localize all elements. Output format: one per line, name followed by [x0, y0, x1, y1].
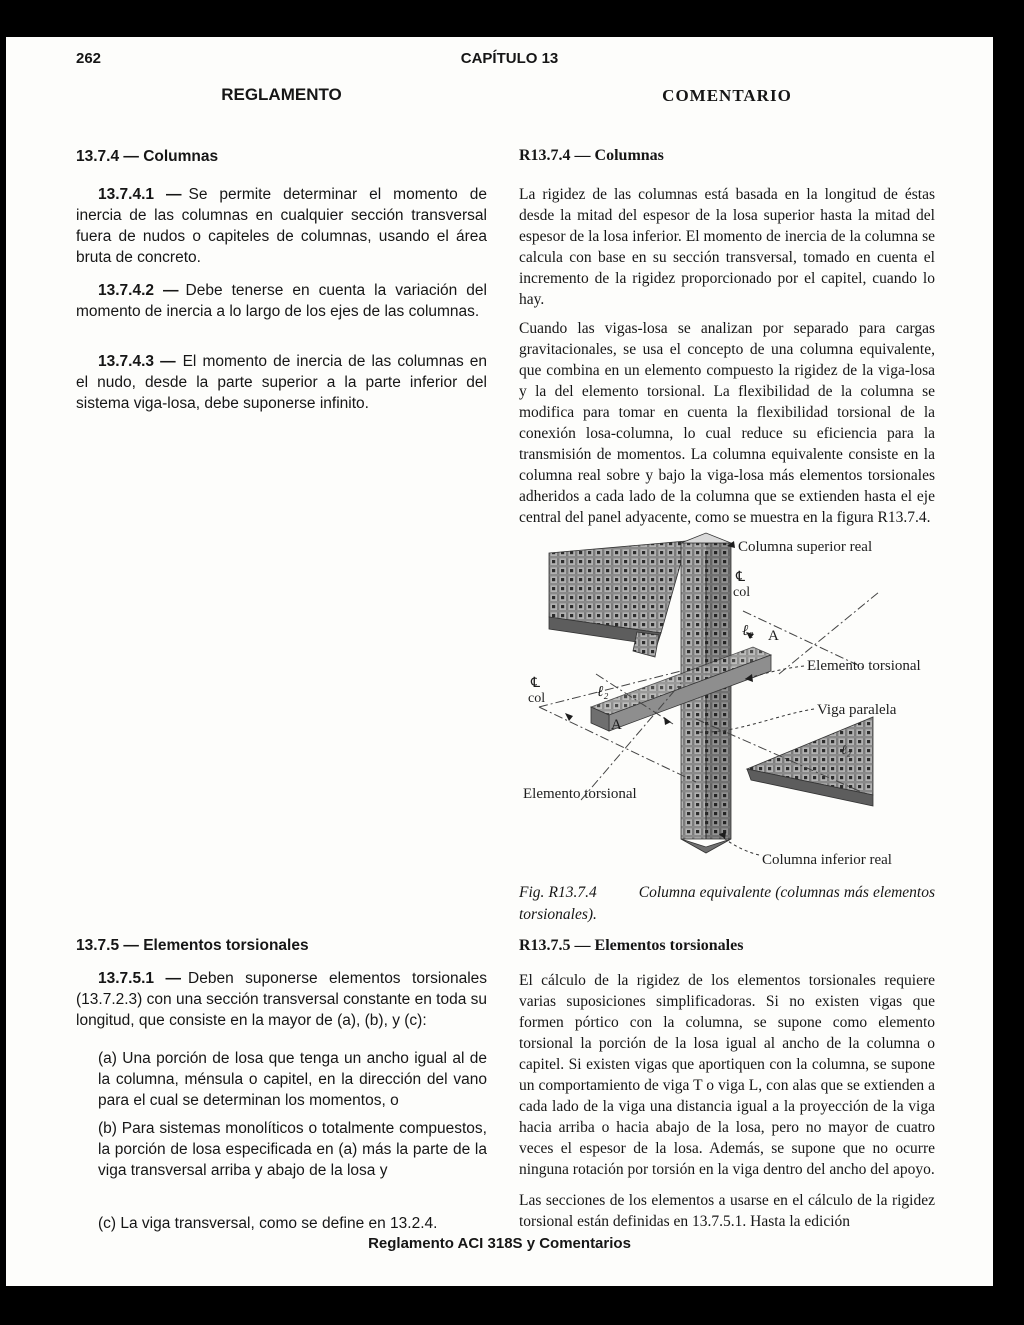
label-viga-paralela: Viga paralela	[817, 702, 897, 718]
figure-R13-7-4-equivalent-column-diagram	[521, 529, 967, 879]
label-columna-inferior-real: Columna inferior real	[762, 852, 892, 868]
clause-number: 13.7.5.1 —	[98, 970, 182, 987]
paragraph-13-7-4-1	[76, 184, 487, 268]
figure-caption	[519, 882, 935, 926]
label-l2-right: ℓ₂	[742, 623, 754, 639]
label-col-left: col	[528, 691, 546, 706]
page-number: 262	[76, 50, 102, 67]
centerline-symbol-top: ℄	[736, 569, 745, 585]
left-column-title: REGLAMENTO	[221, 85, 342, 104]
list-item-a: (a) Una porción de losa que tenga un ancho igual al de la columna, ménsula o capitel, en la dirección del vano para el cual se determinan los momentos, o	[98, 1050, 487, 1109]
commentary-paragraph-3: El cálculo de la rigidez de los elementos torsionales requiere varias suposiciones simplificadoras. Si no existen vigas que formen pórtico con la columna, se supone como elemento torsional la porción de la losa igual al ancho de la columna o capitel. Si existen vigas que aportiquen con la columna, se supone un comportamiento de viga T o viga L, con alas que se extienden a cada lado de la viga una distancia igual a la proyección de la viga hacia arriba o hacia abajo de la losa, pero no mayor de cuatro veces el espesor de la losa. Además, se supone que no ocurre ninguna rotación por torsión en la viga dentro del ancho del apoyo.	[519, 972, 935, 1178]
label-elemento-torsional-right: Elemento torsional	[807, 658, 921, 674]
page-footer: Reglamento ACI 318S y Comentarios	[368, 1235, 631, 1252]
label-columna-superior-real: Columna superior real	[738, 539, 873, 555]
list-item-c: (c) La viga transversal, como se define en 13.2.4.	[98, 1215, 438, 1232]
clause-number: 13.7.4.1 —	[98, 186, 182, 203]
slab-panel-lower-right	[747, 717, 873, 806]
paragraph-13-7-5-1	[76, 968, 487, 1031]
section-heading-R13-7-4: R13.7.4 — Columnas	[519, 147, 664, 164]
clause-text: El momento de inercia de las columnas en el nudo, desde la parte superior a la parte inferior del sistema viga-losa, debe suponerse infinito.	[76, 353, 487, 412]
clause-number: 13.7.4.2 —	[98, 282, 179, 299]
section-heading-13-7-5: 13.7.5 — Elementos torsionales	[76, 937, 309, 954]
commentary-paragraph-1: La rigidez de las columnas está basada en la longitud de éstas desde la mitad del espesor de la losa superior hasta la mitad del espesor de la losa inferior. El momento de inercia de la columna se calcula con base en su sección transversal, tomado en cuenta el incremento de la rigidez proporcionado por el capitel, cuando lo hay.	[519, 186, 935, 308]
clause-number: 13.7.4.3 —	[98, 353, 176, 370]
paragraph-13-7-4-3	[76, 351, 487, 414]
label-col-top: col	[733, 585, 751, 600]
right-column-title: COMENTARIO	[662, 86, 792, 105]
figure-caption-text: Columna equivalente (columnas más elementos torsionales).	[519, 884, 935, 923]
clause-text: Debe tenerse en cuenta la variación del momento de inercia a lo largo de los ejes de las columnas.	[76, 282, 487, 320]
label-A-left: A	[611, 717, 622, 733]
section-heading-13-7-4: 13.7.4 — Columnas	[76, 148, 219, 165]
slab-panel-upper-left	[549, 541, 687, 657]
clause-text: Deben suponerse elementos torsionales (13.7.2.3) con una sección transversal constante en toda su longitud, que consiste en la mayor de (a), (b), y (c):	[76, 970, 488, 1029]
commentary-paragraph-2: Cuando las vigas-losa se analizan por separado para cargas gravitacionales, se usa el concepto de una columna equivalente, que combina en un elemento compuesto la rigidez de la viga-losa y la del elemento torsional. La flexibilidad de la columna se modifica para tomar en cuenta la flexibilidad torsional de la conexión losa-columna, lo cual reduce su eficiencia para la transmisión de momentos. La columna equivalente consiste en la columna real sobre y bajo la viga-losa más elementos torsionales adheridos a cada lado de la columna que se extienden hasta el eje central del panel adyacente, como se muestra en la figura R13.7.4.	[519, 320, 935, 526]
clause-text: Se permite determinar el momento de inercia de las columnas en cualquier sección transversal fuera de nudos o capiteles de columnas, usando el área bruta de concreto.	[76, 186, 487, 266]
label-l2-left: ℓ₂	[597, 684, 609, 700]
figure-caption-number: Fig. R13.7.4	[519, 884, 597, 901]
label-l2-panel: ℓ₂	[841, 742, 851, 757]
list-item-b: (b) Para sistemas monolíticos o totalmente compuestos, la porción de losa especificada en (a) más la parte de la viga transversal arriba y abajo de la losa y	[98, 1120, 487, 1179]
section-heading-R13-7-5: R13.7.5 — Elementos torsionales	[519, 937, 744, 954]
document-page	[6, 37, 993, 1286]
paragraph-13-7-4-2	[76, 280, 487, 322]
label-elemento-torsional-left: Elemento torsional	[523, 786, 637, 802]
centerline-symbol-left: ℄	[531, 675, 540, 691]
label-A-right: A	[768, 628, 779, 644]
commentary-paragraph-4: Las secciones de los elementos a usarse en el cálculo de la rigidez torsional están definidas en 13.7.5.1. Hasta la edición	[519, 1192, 935, 1230]
chapter-header: CAPÍTULO 13	[460, 50, 559, 67]
